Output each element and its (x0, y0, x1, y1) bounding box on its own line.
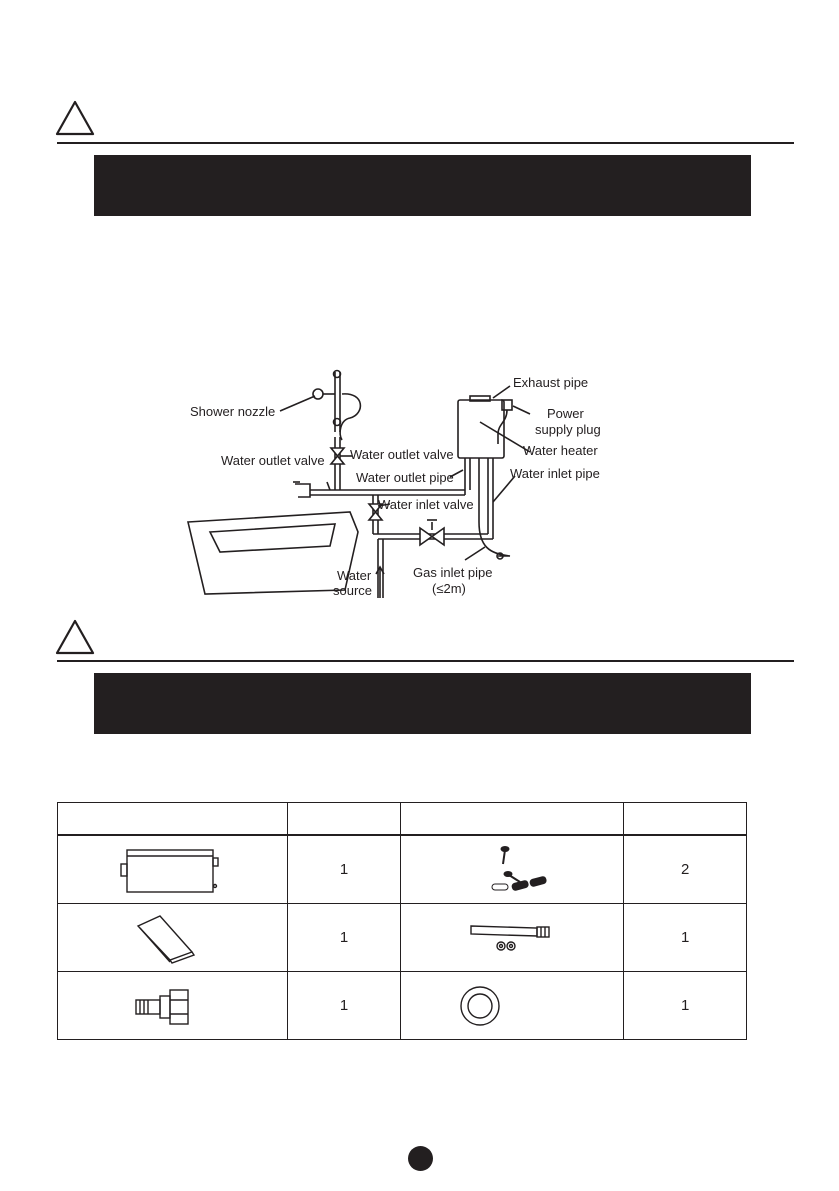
quantity-cell: 1 (624, 972, 747, 1040)
label-water-source-1: Water (337, 568, 372, 583)
water-heater-unit-icon (117, 844, 227, 896)
quantity-cell: 1 (287, 835, 401, 904)
pipe-connector-icon (132, 980, 212, 1032)
section-heading-band (94, 155, 751, 216)
quantity-cell: 2 (624, 835, 747, 904)
label-power-supply-plug-2: supply plug (535, 422, 601, 437)
label-water-heater: Water heater (523, 443, 598, 458)
quantity-cell: 1 (287, 904, 401, 972)
section-heading-band (94, 673, 751, 734)
screws-and-anchors-icon (472, 842, 552, 897)
part-image-cell (401, 904, 624, 972)
part-image-cell (58, 835, 288, 904)
table-row (58, 904, 747, 972)
label-water-outlet-valve-left: Water outlet valve (221, 453, 325, 468)
quantity-cell: 1 (624, 904, 747, 972)
installation-diagram (180, 362, 620, 602)
water-heater-box (458, 400, 504, 458)
label-water-inlet-valve: Water inlet valve (378, 497, 474, 512)
label-gas-inlet-pipe-length: (≤2m) (432, 581, 466, 596)
manual-booklet-icon (132, 912, 212, 964)
part-image-cell (401, 835, 624, 904)
table-row (58, 972, 747, 1040)
part-image-cell (58, 972, 288, 1040)
label-gas-inlet-pipe: Gas inlet pipe (413, 565, 493, 580)
pipe-and-washers-icon (467, 918, 557, 958)
table-header-row (58, 803, 747, 836)
shower-head-icon (313, 389, 323, 399)
label-shower-nozzle: Shower nozzle (190, 404, 276, 419)
label-power-supply-plug-1: Power (547, 406, 584, 421)
header-cell (287, 803, 401, 836)
warning-triangle-icon (55, 100, 95, 136)
section-rule (57, 142, 794, 144)
label-water-outlet-pipe: Water outlet pipe (356, 470, 454, 485)
header-cell (58, 803, 288, 836)
header-cell (624, 803, 747, 836)
sealing-ring-icon (442, 984, 582, 1028)
section-rule (57, 660, 794, 662)
part-image-cell (401, 972, 624, 1040)
warning-triangle-icon (55, 619, 95, 655)
part-image-cell (58, 904, 288, 972)
page-number-dot (408, 1146, 433, 1171)
header-cell (401, 803, 624, 836)
label-water-outlet-valve-upper: Water outlet valve (350, 447, 454, 462)
parts-table (57, 802, 747, 1040)
table-row (58, 835, 747, 904)
label-exhaust-pipe: Exhaust pipe (513, 375, 589, 390)
label-water-inlet-pipe: Water inlet pipe (510, 466, 600, 481)
label-water-source-2: source (333, 583, 373, 598)
quantity-cell: 1 (287, 972, 401, 1040)
